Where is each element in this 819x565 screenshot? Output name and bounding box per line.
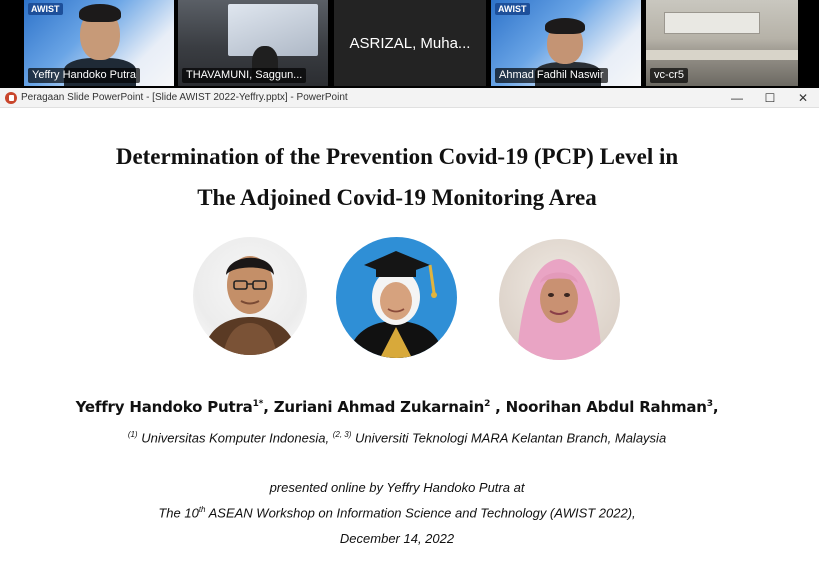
participant-name-label: THAVAMUNI, Saggun... xyxy=(182,68,306,83)
window-titlebar[interactable] xyxy=(0,88,819,108)
slide-affiliation-line xyxy=(0,430,794,445)
participant-tile-1[interactable] xyxy=(24,0,174,86)
author-photo-2-drawing xyxy=(336,237,457,358)
participant-name-label: ASRIZAL, Muha... xyxy=(349,34,471,52)
author-photo-1-drawing xyxy=(193,237,307,355)
desk xyxy=(646,50,798,60)
affil-text-1: Universitas Komputer Indonesia, xyxy=(137,430,333,446)
participant-avatar-hair xyxy=(79,4,121,22)
author-name-3: Noorihan Abdul Rahman xyxy=(505,398,707,416)
slide-canvas[interactable] xyxy=(0,108,819,565)
participant-name-label: Yeffry Handoko Putra xyxy=(28,68,140,83)
window-title: Peragaan Slide PowerPoint - [Slide AWIST 2022-Yeffry.pptx] - PowerPoint xyxy=(21,92,348,103)
author-photo-1 xyxy=(193,237,307,355)
author-sup-3: 3 xyxy=(706,399,713,409)
author-separator-1: , xyxy=(263,398,274,416)
affil-sup-2: (2, 3) xyxy=(332,430,352,439)
participant-name-label: Ahmad Fadhil Naswir xyxy=(495,68,608,83)
awist-badge: AWIST xyxy=(28,3,63,15)
author-photo-3 xyxy=(499,239,620,360)
whiteboard xyxy=(664,12,760,34)
participant-tile-2[interactable] xyxy=(178,0,328,86)
maximize-button[interactable]: ☐ xyxy=(764,91,776,105)
video-participant-strip xyxy=(0,0,819,88)
author-separator-2: , xyxy=(490,398,506,416)
workshop-text-pre: The 10 xyxy=(158,505,199,521)
powerpoint-app-icon xyxy=(5,92,17,104)
author-photo-2 xyxy=(336,237,457,358)
participant-tile-4[interactable] xyxy=(491,0,641,86)
workshop-ordinal: th xyxy=(198,505,206,514)
participant-avatar-hair xyxy=(545,18,585,34)
slide-date-line: December 14, 2022 xyxy=(339,531,455,546)
workshop-text-post: ASEAN Workshop on Information Science and Technology (AWIST 2022), xyxy=(205,505,636,521)
author-sup-1: 1* xyxy=(252,399,264,409)
affil-text-2: Universiti Teknologi MARA Kelantan Branch, Malaysia xyxy=(351,430,667,446)
participant-tile-5[interactable] xyxy=(646,0,798,86)
close-button[interactable]: ✕ xyxy=(797,91,809,105)
participant-name-label: vc-cr5 xyxy=(650,68,688,83)
participant-tile-3[interactable] xyxy=(334,0,486,86)
slide-title-line-2: The Adjoined Covid-19 Monitoring Area xyxy=(197,185,597,210)
minimize-button[interactable]: — xyxy=(731,91,743,105)
author-photo-3-drawing xyxy=(499,239,620,360)
affil-sup-1: (1) xyxy=(127,430,138,439)
powerpoint-slideshow-window xyxy=(0,88,819,565)
author-name-1: Yeffry Handoko Putra xyxy=(75,398,253,416)
slide-workshop-line xyxy=(0,505,794,520)
slide-title-line-1: Determination of the Prevention Covid-19 (PCP) Level in xyxy=(115,144,679,169)
author-trailing-comma: , xyxy=(712,398,719,416)
awist-badge: AWIST xyxy=(495,3,530,15)
slide-authors-line xyxy=(0,398,794,416)
author-sup-2: 2 xyxy=(484,399,491,409)
slide-presented-line: presented online by Yeffry Handoko Putra at xyxy=(269,480,525,495)
author-name-2: Zuriani Ahmad Zukarnain xyxy=(273,398,485,416)
